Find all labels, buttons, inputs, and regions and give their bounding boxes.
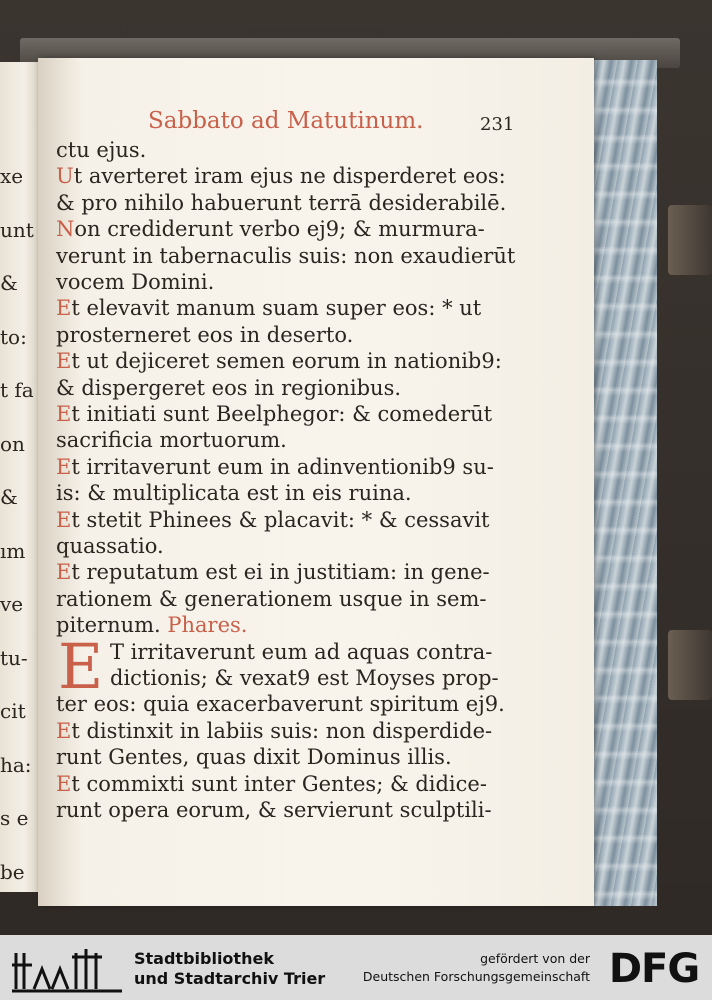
institution-name-line-2: und Stadtarchiv Trier xyxy=(134,969,326,988)
left-margin-fragment: & xyxy=(0,271,18,295)
text-line xyxy=(56,692,505,716)
left-margin-fragment: s e xyxy=(0,806,29,830)
book-clasp-upper xyxy=(668,205,712,275)
left-margin-fragment: cit xyxy=(0,699,26,723)
page-number: 231 xyxy=(480,114,515,135)
line-text: is: & multiplicata est in eis ruina. xyxy=(56,481,412,506)
drop-capital: E xyxy=(58,630,104,703)
text-line xyxy=(56,772,487,796)
rubric-initial: E xyxy=(56,296,72,321)
line-text: piternum. xyxy=(56,613,161,638)
rubric-initial: E xyxy=(56,349,72,374)
rubric-initial: E xyxy=(56,507,72,532)
text-line xyxy=(56,428,287,452)
line-text: t stetit Phinees & placavit: * & cessavit xyxy=(71,507,490,532)
text-line xyxy=(110,640,492,664)
text-line xyxy=(110,666,499,690)
svg-text:DFG: DFG xyxy=(608,946,700,990)
rubric-initial: E xyxy=(56,718,72,743)
footer-bar xyxy=(0,935,712,1000)
text-line xyxy=(56,270,214,294)
text-line xyxy=(56,244,515,268)
line-text: verunt in tabernaculis suis: non exaudierūt xyxy=(56,243,516,268)
rubric-initial: E xyxy=(56,402,72,426)
running-title: Sabbato ad Matutinum. xyxy=(148,108,424,134)
line-text: t averteret iram ejus ne disperderet eos: xyxy=(73,164,506,189)
stadtbibliothek-logo-icon xyxy=(12,943,124,995)
text-line xyxy=(56,798,492,822)
dfg-logo-icon xyxy=(604,944,704,990)
line-text: prosterneret eos in deserto. xyxy=(56,322,354,347)
running-header xyxy=(56,108,518,138)
left-margin-fragment: ım xyxy=(0,538,26,563)
line-text: t commixti sunt inter Gentes; & didice- xyxy=(71,771,487,796)
sponsor-text xyxy=(363,950,590,986)
text-line xyxy=(56,164,506,188)
line-text: t reputatum est ei in justitiam: in gene- xyxy=(71,560,490,585)
left-margin-fragment: & xyxy=(0,485,18,509)
text-line xyxy=(56,349,502,373)
left-margin-fragment: tu- xyxy=(0,645,28,670)
line-text: dictionis; & vexat9 est Moyses prop- xyxy=(110,666,499,690)
left-margin-fragment: xe xyxy=(0,164,24,188)
line-text: ctu ejus. xyxy=(56,138,147,162)
text-line xyxy=(56,191,506,215)
line-text: t initiati sunt Beelphegor: & comederūt xyxy=(71,402,493,426)
text-line xyxy=(56,534,164,558)
rubric-initial: E xyxy=(56,560,72,585)
left-margin-fragment: ve xyxy=(0,592,24,616)
left-margin-fragment: to: xyxy=(0,324,27,349)
line-text: on crediderunt verbo ej9; & murmura- xyxy=(74,217,485,242)
left-margin-fragment: on xyxy=(0,431,25,456)
rubric-label: Phares. xyxy=(160,613,248,638)
text-line xyxy=(56,560,490,584)
line-text: runt Gentes, quas dixit Dominus illis. xyxy=(56,745,452,770)
left-margin-fragment: t fa xyxy=(0,378,34,402)
line-text: & pro nihilo habuerunt terrā desiderabilē. xyxy=(56,190,507,215)
left-margin-fragment: ha: xyxy=(0,752,32,777)
rubric-initial: E xyxy=(56,771,72,796)
line-text: quassatio. xyxy=(56,534,164,558)
institution-name-line-1: Stadtbibliothek xyxy=(134,949,274,968)
line-text: runt opera eorum, & servierunt sculptili- xyxy=(56,798,492,822)
book-clasp-lower xyxy=(668,630,712,700)
line-text: & dispergeret eos in regionibus. xyxy=(56,375,402,400)
text-line xyxy=(56,719,492,743)
line-text: vocem Domini. xyxy=(56,270,215,294)
rubric-initial: E xyxy=(56,454,72,479)
text-line xyxy=(56,323,353,347)
text-line xyxy=(56,376,401,400)
institution-name xyxy=(134,949,325,989)
line-text: ter eos: quia exacerbaverunt spiritum ej9. xyxy=(56,692,505,717)
rubric-initial: U xyxy=(56,164,74,189)
line-text: rationem & generationem usque in sem- xyxy=(56,586,487,611)
text-line xyxy=(56,402,492,426)
line-text: t ut dejiceret semen eorum in nationib9: xyxy=(71,349,502,374)
left-page xyxy=(0,62,40,892)
text-line xyxy=(56,455,494,479)
text-line xyxy=(56,138,146,162)
left-margin-fragment: be xyxy=(0,859,25,884)
line-text: T irritaverunt eum ad aquas contra- xyxy=(110,639,493,664)
text-line xyxy=(56,296,481,320)
sponsor-line-1: gefördert von der xyxy=(480,951,590,966)
text-line xyxy=(56,481,412,505)
line-text: t elevavit manum suam super eos: * ut xyxy=(71,296,482,321)
text-line xyxy=(56,745,452,769)
text-line xyxy=(56,217,485,241)
sponsor-line-2: Deutschen Forschungsgemeinschaft xyxy=(362,969,590,984)
text-line xyxy=(56,587,487,611)
line-text: sacrificia mortuorum. xyxy=(56,428,287,453)
text-line xyxy=(56,508,490,532)
rubric-initial: N xyxy=(56,217,75,242)
left-margin-fragment: unt xyxy=(0,217,34,242)
line-text: t irritaverunt eum in adinventionib9 su- xyxy=(71,454,494,479)
line-text: t distinxit in labiis suis: non disperdide- xyxy=(71,718,493,743)
